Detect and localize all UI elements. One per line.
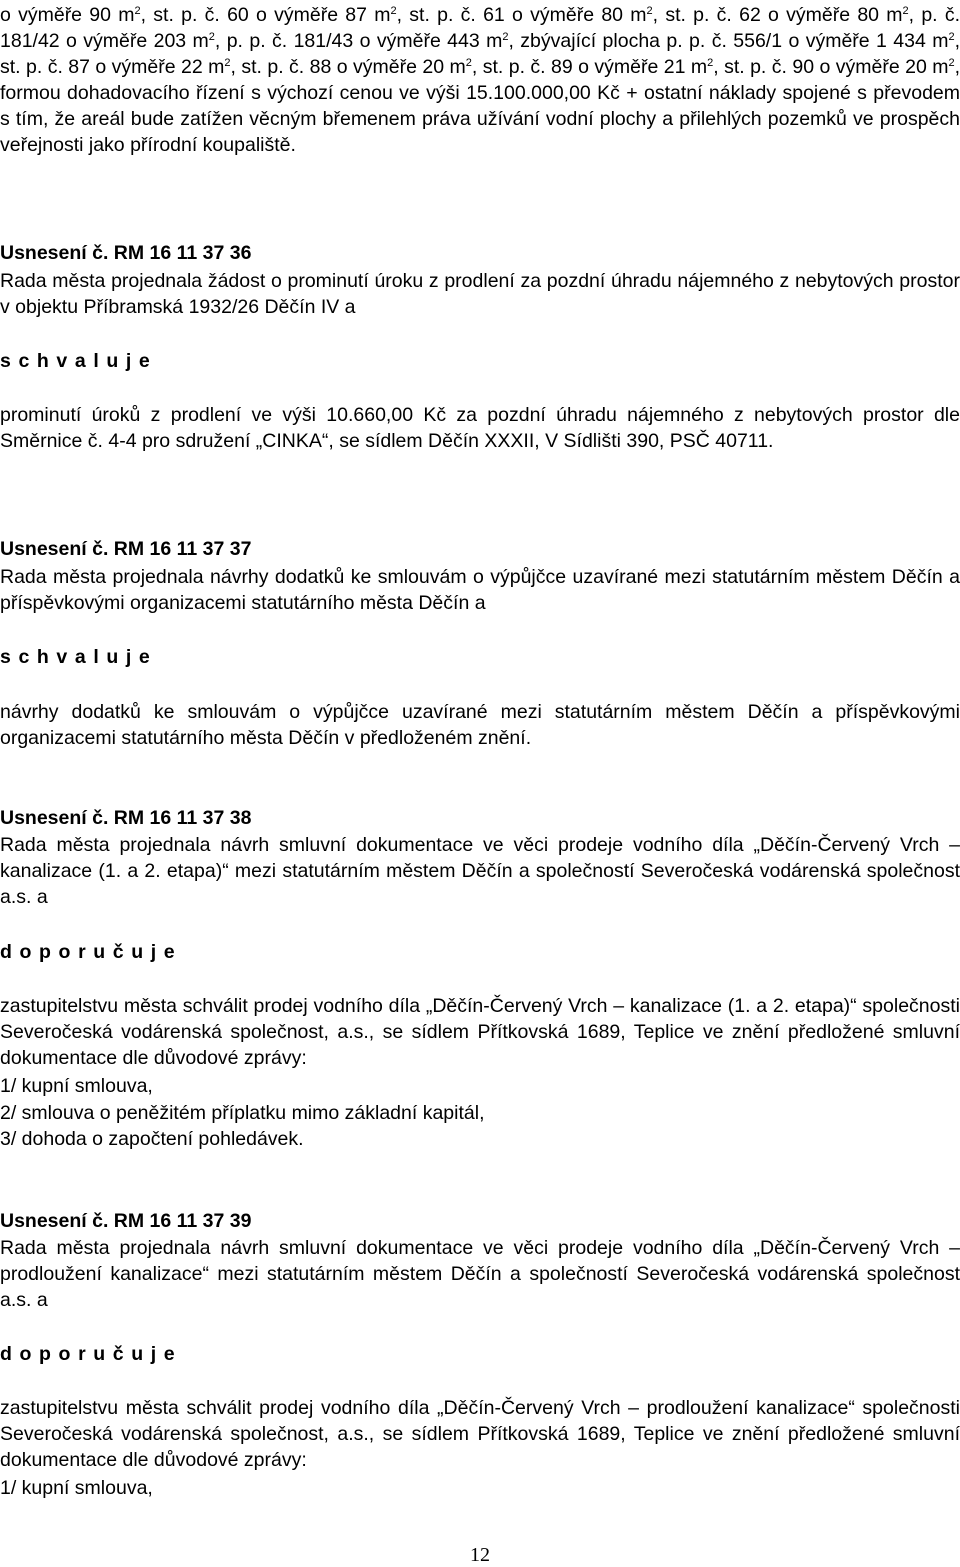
resolution-36-verb: schvaluje	[0, 350, 158, 372]
resolution-37-verb: schvaluje	[0, 646, 158, 668]
resolution-36-text: prominutí úroků z prodlení ve výši 10.660,00 Kč za pozdní úhradu nájemného z nebytových prostor dle Směrnice č. 4-4 pro sdružení „CINKA“, se sídlem Děčín XXXII, V Sídlišti 390, PSČ 40711.	[0, 404, 960, 452]
resolution-39-heading: Usnesení č. RM 16 11 37 39	[0, 1210, 252, 1232]
resolution-38-item-3: 3/ dohoda o započtení pohledávek.	[0, 1128, 304, 1150]
resolution-39-verb: doporučuje	[0, 1343, 183, 1365]
resolution-39-intro: Rada města projednala návrh smluvní dokumentace ve věci prodeje vodního díla „Děčín-Červený Vrch – prodloužení kanalizace“ mezi statutárním městem Děčín a společností Severočeská vodárenská společnost a.s. a	[0, 1237, 960, 1311]
continuation-paragraph: o výměře 90 $m^2$, st. p. č. 60 o výměře 87 $m^2$, st. p. č. 61 o výměře 80 $m^2$, st. p. č. 62 o výměře 80 $m^2$, p. č. 181/42 o výměře 203 $m^2$, p. p. č. 181/43 o výměře 443 $m^2$, zbývající plocha p. p. č. 556/1 o výměře 1 434 $m^2$, st. p. č. 87 o výměře 22 $m^2$, st. p. č. 88 o výměře 20 $m^2$, st. p. č. 89 o výměře 21 $m^2$, st. p. č. 90 o výměře 20 $m^2$, formou dohadovacího řízení s výchozí cenou ve výši 15.100.000,00 Kč + ostatní náklady spojené s převodem s tím, že areál bude zatížen věcným břemenem práva užívání vodní plochy a přilehlých pozemků ve prospěch veřejnosti jako přírodní koupaliště.	[0, 4, 960, 156]
resolution-36-heading: Usnesení č. RM 16 11 37 36	[0, 242, 252, 264]
resolution-39-item-1: 1/ kupní smlouva,	[0, 1477, 153, 1499]
resolution-37-heading: Usnesení č. RM 16 11 37 37	[0, 538, 252, 560]
resolution-39-text: zastupitelstvu města schválit prodej vodního díla „Děčín-Červený Vrch – prodloužení kanalizace“ společnosti Severočeská vodárenská společnost, a.s., se sídlem Přítkovská 1689, Teplice ve znění předložené smluvní dokumentace dle důvodové zprávy:	[0, 1397, 960, 1471]
resolution-36-intro: Rada města projednala žádost o prominutí úroku z prodlení za pozdní úhradu nájemného z nebytových prostor v objektu Příbramská 1932/26 Děčín IV a	[0, 270, 960, 318]
resolution-38-heading: Usnesení č. RM 16 11 37 38	[0, 807, 252, 829]
resolution-38-item-1: 1/ kupní smlouva,	[0, 1075, 153, 1097]
resolution-37-intro: Rada města projednala návrhy dodatků ke smlouvám o výpůjčce uzavírané mezi statutárním městem Děčín a příspěvkovými organizacemi statutárního města Děčín a	[0, 566, 960, 614]
resolution-38-intro: Rada města projednala návrh smluvní dokumentace ve věci prodeje vodního díla „Děčín-Červený Vrch – kanalizace (1. a 2. etapa)“ mezi statutárním městem Děčín a společností Severočeská vodárenská společnost a.s. a	[0, 834, 960, 908]
resolution-38-verb: doporučuje	[0, 941, 183, 963]
page-number: 12	[470, 1544, 490, 1566]
resolution-37-text: návrhy dodatků ke smlouvám o výpůjčce uzavírané mezi statutárním městem Děčín a příspěvkovými organizacemi statutárního města Děčín v předloženém znění.	[0, 701, 960, 749]
resolution-38-item-2: 2/ smlouva o peněžitém příplatku mimo základní kapitál,	[0, 1102, 485, 1124]
resolution-38-text: zastupitelstvu města schválit prodej vodního díla „Děčín-Červený Vrch – kanalizace (1. a 2. etapa)“ společnosti Severočeská vodárenská společnost, a.s., se sídlem Přítkovská 1689, Teplice ve znění předložené smluvní dokumentace dle důvodové zprávy:	[0, 995, 960, 1069]
